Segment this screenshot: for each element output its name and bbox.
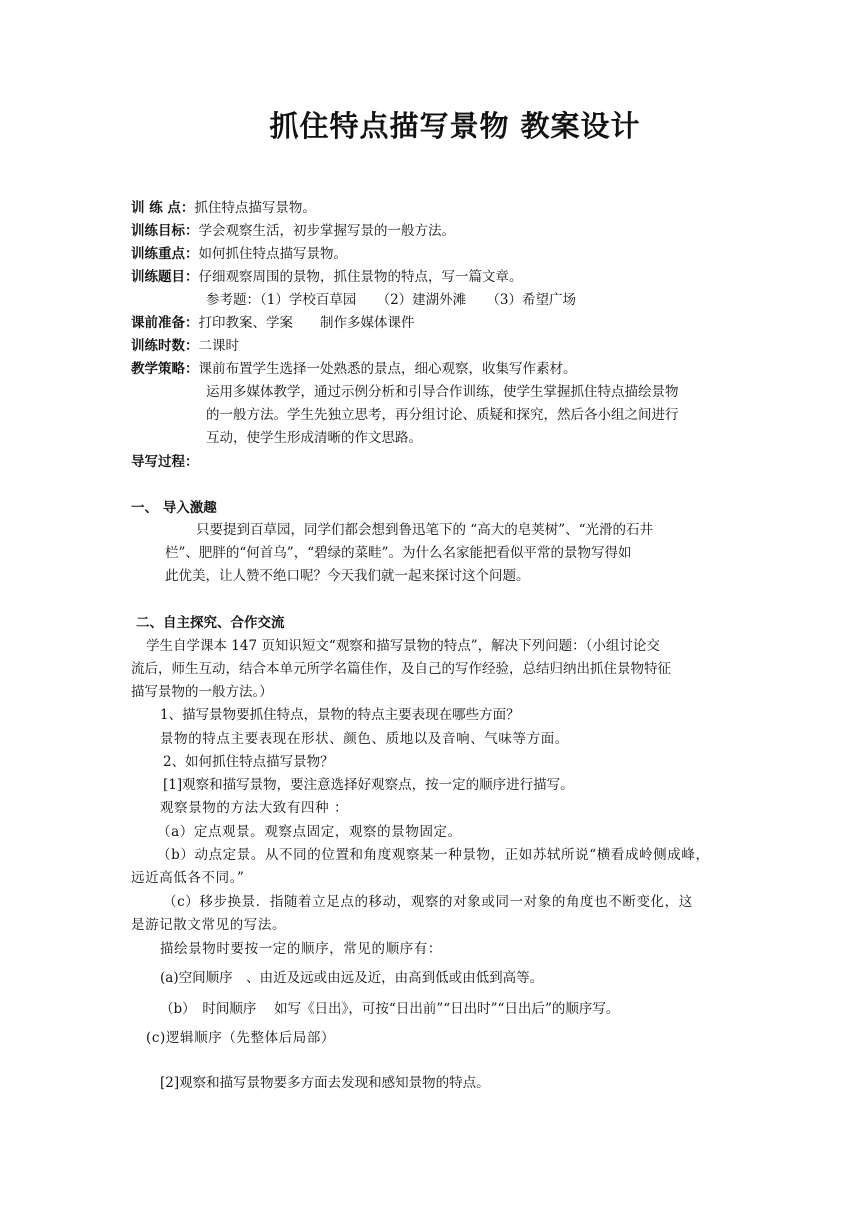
label-training-topic: 训练题目：: [131, 269, 199, 285]
section2-intro-line2: 流后，师生互动，结合本单元所学名篇佳作，及自己的写作经验，总结归纳出抓住景物特征: [131, 661, 671, 677]
meta-training-focus: [131, 245, 347, 263]
value-preparation: 打印教案、学案 制作多媒体课件: [198, 315, 415, 331]
answer-1: 景物的特点主要表现在形状、颜色、质地以及音响、气味等方面。: [160, 731, 569, 747]
label-training-focus: 训练重点：: [131, 246, 199, 262]
observe-method-b-line2: 远近高低各不同。”: [131, 870, 245, 886]
section1-heading: 一、 导入激趣: [131, 500, 217, 516]
section1-line2: 栏”、肥胖的“何首乌”，“碧绿的菜畦”。为什么名家能把看似平常的景物写得如: [165, 545, 632, 561]
question-2: 2、如何抓住特点描写景物？: [163, 754, 334, 770]
value-strategy-line1: 课前布置学生选择一处熟悉的景点，细心观察，收集写作素材。: [198, 361, 577, 377]
sequence-intro: 描绘景物时要按一定的顺序，常见的顺序有：: [160, 941, 442, 957]
label-training-point: 训 练 点：: [131, 200, 195, 216]
sequence-a: (a)空间顺序 、由近及远或由远及近，由高到低或由低到高等。: [160, 970, 544, 986]
method-1: [1]观察和描写景物，要注意选择好观察点，按一定的顺序进行描写。: [163, 777, 574, 793]
value-hours: 二课时: [198, 338, 239, 354]
meta-training-goal: [131, 222, 455, 240]
sequence-b: （b） 时间顺序 如写《日出》，可按“日出前”“日出时”“日出后”的顺序写。: [160, 1001, 620, 1017]
observe-method-b-line1: （b）动点定景。从不同的位置和角度观察某一种景物，正如苏轼所说“横看成岭侧成峰，: [157, 847, 710, 863]
observe-method-a: （a）定点观景。观察点固定，观察的景物固定。: [157, 824, 462, 840]
meta-training-point: [131, 199, 316, 217]
question-1: 1、描写景物要抓住特点，景物的特点主要表现在哪些方面？: [160, 707, 520, 723]
label-preparation: 课前准备：: [131, 315, 199, 331]
label-strategy: 教学策略：: [131, 361, 199, 377]
meta-preparation: [131, 314, 415, 332]
observe-methods-intro: 观察景物的方法大致有四种 ：: [160, 800, 349, 816]
page-title: 抓住特点描写景物 教案设计: [269, 109, 641, 143]
label-process: 导写过程：: [131, 454, 199, 470]
value-training-focus: 如何抓住特点描写景物。: [198, 246, 347, 262]
section2-intro-line1: 学生自学课本 147 页知识短文“观察和描写景物的特点”，解决下列问题：（小组讨论交: [146, 638, 660, 654]
observe-method-c-line1: （c）移步换景．指随着立足点的移动，观察的对象或同一对象的角度也不断变化，这: [163, 894, 693, 910]
meta-topic-reference: 参考题：（1）学校百草园 （2）建湖外滩 （3）希望广场: [206, 292, 577, 308]
meta-hours: [131, 337, 239, 355]
value-training-topic: 仔细观察周围的景物，抓住景物的特点，写一篇文章。: [198, 269, 523, 285]
value-training-goal: 学会观察生活，初步掌握写景的一般方法。: [198, 223, 455, 239]
label-training-goal: 训练目标：: [131, 223, 199, 239]
strategy-line2: 运用多媒体教学，通过示例分析和引导合作训练，使学生掌握抓住特点描绘景物: [206, 384, 679, 400]
section2-intro-line3: 描写景物的一般方法。）: [131, 684, 273, 700]
sequence-c: (c)逻辑顺序（先整体后局部）: [146, 1030, 336, 1046]
meta-training-topic: [131, 268, 523, 286]
observe-method-c-line2: 是游记散文常见的写法。: [131, 917, 287, 933]
section2-heading: 二、自主探究、合作交流: [136, 615, 285, 631]
section1-line3: 此优美，让人赞不绝口呢？今天我们就一起来探讨这个问题。: [165, 568, 530, 584]
strategy-line3: 的一般方法。学生先独立思考，再分组讨论、质疑和探究，然后各小组之间进行: [206, 407, 679, 423]
meta-strategy: [131, 360, 577, 378]
label-hours: 训练时数：: [131, 338, 199, 354]
section1-line1: 只要提到百草园，同学们都会想到鲁迅笔下的 “高大的皂荚树”、“光滑的石井: [196, 522, 653, 538]
value-training-point: 抓住特点描写景物。: [194, 200, 316, 216]
method-2: [2]观察和描写景物要多方面去发现和感知景物的特点。: [160, 1075, 490, 1091]
strategy-line4: 互动，使学生形成清晰的作文思路。: [206, 430, 422, 446]
